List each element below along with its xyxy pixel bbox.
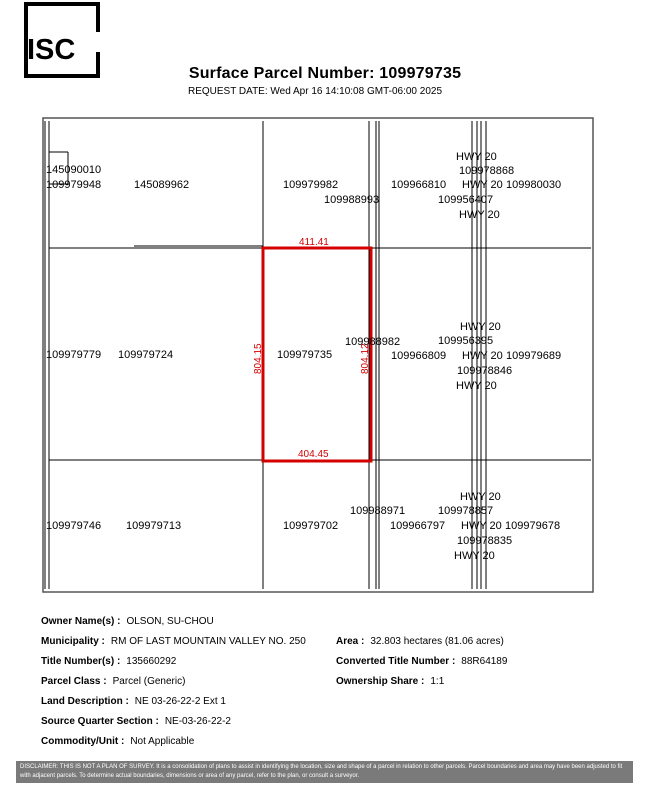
parcel-label: 109988993 [324,194,380,206]
parcel-label: 109956407 [438,194,494,206]
municipality-value: RM OF LAST MOUNTAIN VALLEY NO. 250 [110,636,306,647]
parcel-label: 109988971 [350,505,406,517]
source-quarter-section-label: Source Quarter Section : [41,716,159,727]
title-number-row [41,656,176,667]
parcel-class-label: Parcel Class : [41,676,107,687]
area-value: 32.803 hectares (81.06 acres) [370,636,504,647]
hwy-label: HWY 20 [462,350,503,362]
hwy-label: HWY 20 [462,179,503,191]
owner-label: Owner Name(s) : [41,616,121,627]
municipality-label: Municipality : [41,636,105,647]
parcel-label: 109978857 [438,505,494,517]
hwy-label: HWY 20 [459,209,500,221]
land-description-value: NE 03-26-22-2 Ext 1 [134,696,226,707]
area-label: Area : [336,636,365,647]
land-description-row [41,696,226,707]
parcel-label: 109956395 [438,335,494,347]
area-row [336,636,504,647]
parcel-map [42,117,594,593]
parcel-label: 109979702 [283,520,339,532]
parcel-label: 109979678 [505,520,561,532]
title-number-value: 135660292 [126,656,177,667]
dimension-left: 804.15 [253,343,264,374]
parcel-label: 109979779 [46,349,102,361]
land-description-label: Land Description : [41,696,129,707]
parcel-label: 109979948 [46,179,102,191]
parcel-label: 109966797 [390,520,446,532]
logo-text: ISC [27,34,76,66]
dimension-right: 804.12 [360,343,371,374]
parcel-label: 109979713 [126,520,182,532]
hwy-label: HWY 20 [460,321,501,333]
parcel-label: 109978868 [459,165,515,177]
hwy-label: HWY 20 [456,151,497,163]
owner-row [41,616,214,627]
converted-title-row [336,656,507,667]
parcel-label: 109979724 [118,349,174,361]
hwy-label: HWY 20 [456,380,497,392]
parcel-label: 109966809 [391,350,447,362]
source-quarter-section-row [41,716,231,727]
title-number-label: Title Number(s) : [41,656,121,667]
disclaimer: DISCLAIMER: THIS IS NOT A PLAN OF SURVEY. It is a consolidation of plans to assist in identifying the location, size and shape of a parcel in relation to other parcels. Parcel boundaries and area may have been adjusted to fit with adjacent parcels. To determine actual boundaries, dimensions or area of any parcel, refer to the plan, or consult a surveyor. [16,761,633,783]
page-title: Surface Parcel Number: 109979735 [188,65,462,82]
ownership-share-value: 1:1 [430,676,445,687]
hwy-label: HWY 20 [454,550,495,562]
parcel-class-value: Parcel (Generic) [112,676,186,687]
hwy-label: HWY 20 [461,520,502,532]
parcel-label: 109966810 [391,179,447,191]
commodity-label: Commodity/Unit : [41,736,125,747]
parcel-label: 109988982 [345,336,401,348]
parcel-label: 109979689 [506,350,562,362]
parcel-label: 145090010 [46,164,102,176]
parcel-label: 109978846 [457,365,513,377]
municipality-row [41,636,306,647]
dimension-bottom: 404.45 [298,449,329,460]
commodity-row [41,736,194,747]
ownership-share-label: Ownership Share : [336,676,425,687]
owner-value: OLSON, SU-CHOU [126,616,214,627]
parcel-label: 145089962 [134,179,190,191]
ownership-share-row [336,676,444,687]
parcel-label: 109979982 [283,179,339,191]
request-date: REQUEST DATE: Wed Apr 16 14:10:08 GMT-06:00 2025 [187,86,443,97]
converted-title-label: Converted Title Number : [336,656,456,667]
parcel-class-row [41,676,185,687]
dimension-top: 411.41 [299,237,329,248]
hwy-label: HWY 20 [460,491,501,503]
converted-title-value: 88R64189 [461,656,508,667]
subject-parcel-label: 109979735 [277,349,333,361]
parcel-label: 109980030 [506,179,562,191]
parcel-label: 109979746 [46,520,102,532]
source-quarter-section-value: NE-03-26-22-2 [164,716,231,727]
commodity-value: Not Applicable [130,736,195,747]
parcel-label: 109978835 [457,535,513,547]
